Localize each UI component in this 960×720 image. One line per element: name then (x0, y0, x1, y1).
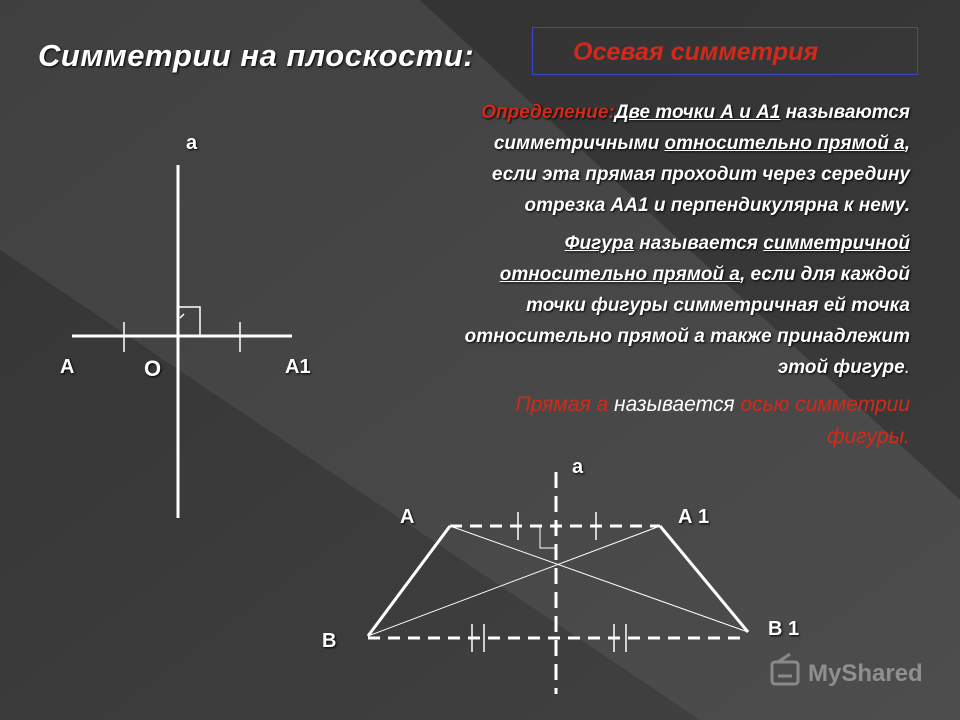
diagram1-point-o: О (144, 356, 162, 381)
definition-term-figure: Фигура (564, 233, 634, 254)
logo-icon (772, 654, 798, 684)
slide-title: Симметрии на плоскости: (38, 38, 475, 73)
right-angle-mark (178, 307, 200, 336)
diagonal-a1-b (368, 526, 660, 636)
definition-text: этой фигуре (777, 357, 905, 378)
definition-text: называется (608, 393, 741, 416)
diagram1-axis-label: а (186, 132, 198, 154)
diagram2-point-b1: В 1 (768, 618, 800, 640)
definition-label: Определение: (481, 102, 615, 123)
definition-text: . (904, 357, 910, 378)
diagram2-axis-label: а (572, 456, 584, 478)
definition-text: , если для каждой (739, 264, 910, 285)
definition-text: называются (780, 102, 910, 123)
axis-term: Прямая а (515, 393, 609, 416)
axis-term-name: осью симметрии (740, 393, 910, 416)
diagram2-point-b: В (322, 630, 337, 652)
angle-check (180, 314, 184, 318)
definition-text: отрезка АА1 и перпендикулярна к нему. (524, 195, 910, 216)
diagram1-point-a: А (60, 356, 75, 378)
trapezoid-side-left (368, 526, 450, 636)
diagram1-point-a1: А1 (285, 356, 311, 378)
definition-text: точки фигуры симметричная ей точка (526, 295, 910, 316)
definition-text: , (904, 133, 910, 154)
slide-tag: Осевая симметрия (573, 38, 819, 66)
definition-text: относительно прямой а также принадлежит (464, 326, 910, 347)
definition-text: называется (633, 233, 764, 254)
diagram2-point-a1: А 1 (678, 506, 710, 528)
watermark-logo: MyShared (808, 660, 923, 687)
right-angle-mark (540, 526, 556, 548)
diagram2-point-a: А (400, 506, 415, 528)
definition-points: Две точки А и А1 (614, 102, 781, 123)
definition-text: симметричными (493, 133, 665, 154)
axis-term-figure: фигуры. (826, 425, 910, 448)
definition-text: если эта прямая проходит через середину (491, 164, 910, 185)
definition-relative: относительно прямой а (664, 133, 905, 154)
definition-relative: относительно прямой а (499, 264, 740, 285)
definition-term-symmetric: симметричной (763, 233, 910, 254)
